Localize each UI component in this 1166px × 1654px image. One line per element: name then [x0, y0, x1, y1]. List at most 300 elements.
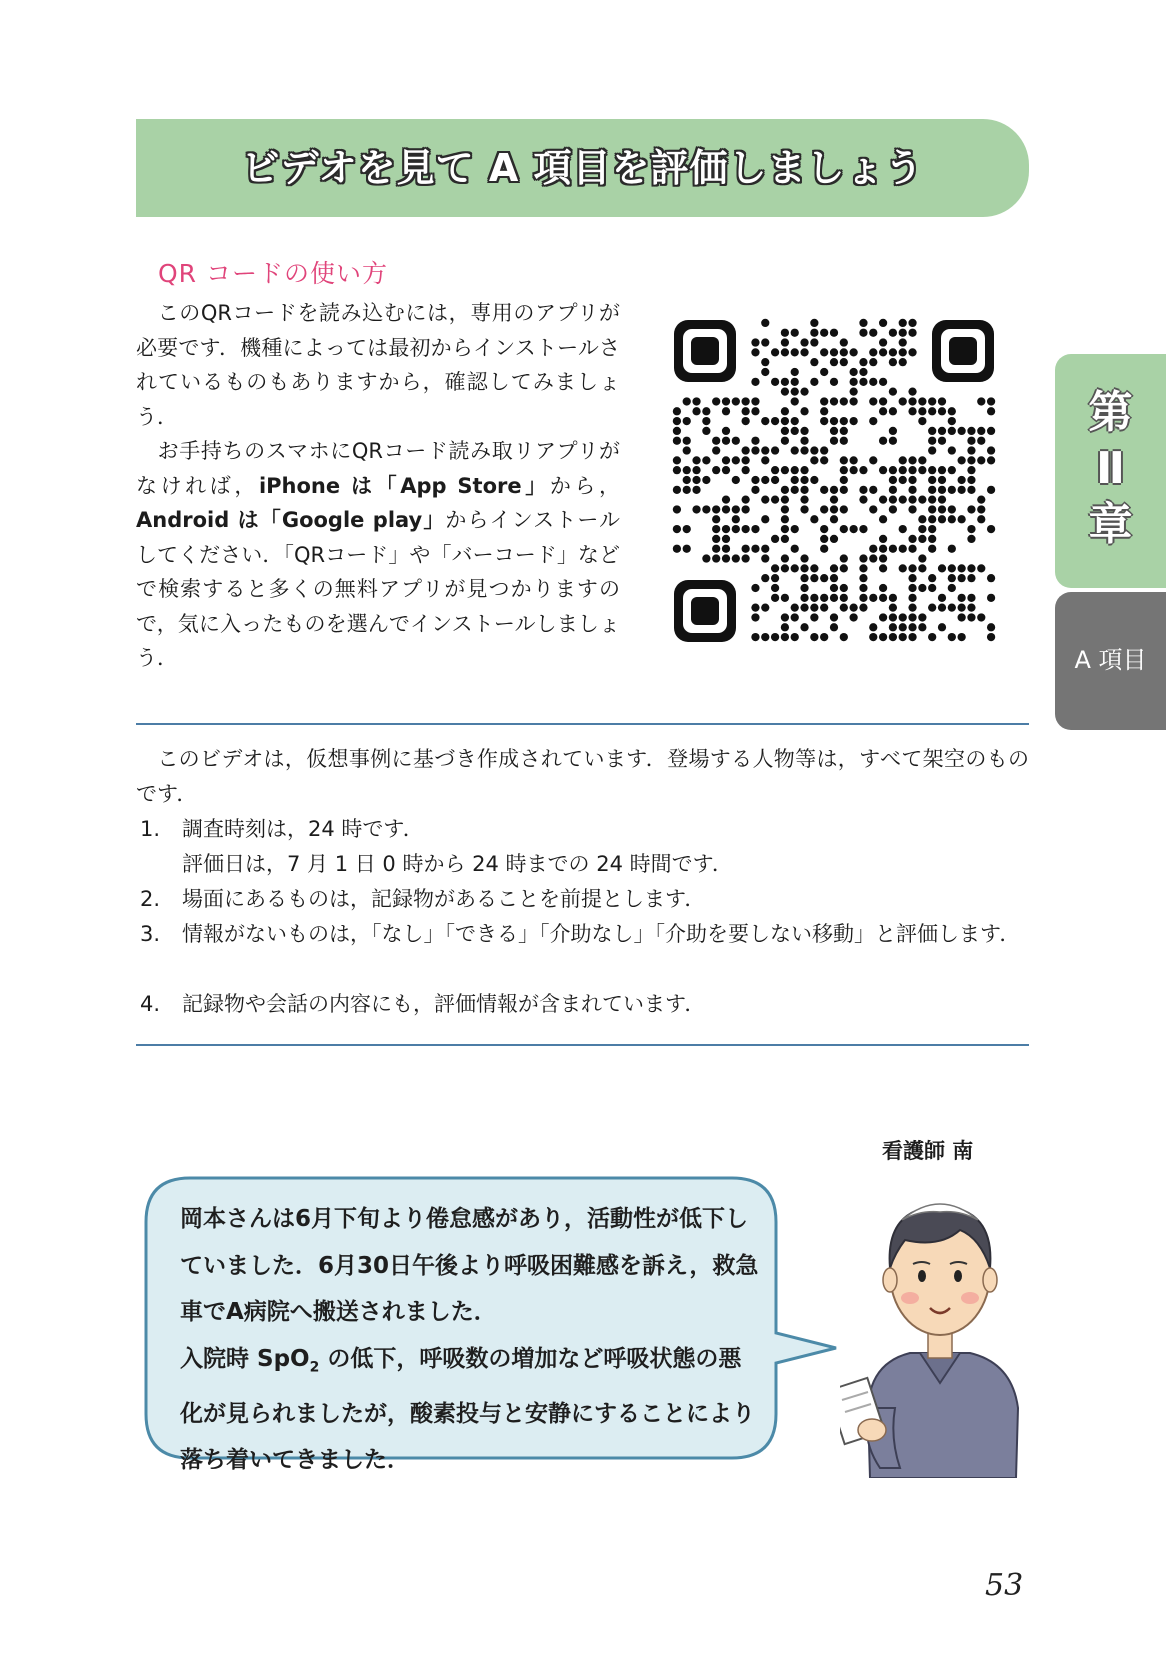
qr-module [722, 525, 730, 533]
qr-module [899, 358, 907, 366]
qr-module [781, 437, 789, 445]
qr-module [810, 574, 818, 582]
qr-module [958, 594, 966, 602]
qr-module [800, 427, 808, 435]
qr-module [692, 476, 700, 484]
qr-module [840, 427, 848, 435]
qr-module [948, 584, 956, 592]
qr-module [712, 397, 720, 405]
qr-module [751, 525, 759, 533]
qr-module [791, 417, 799, 425]
qr-module [820, 535, 828, 543]
qr-module [948, 427, 956, 435]
qr-module [761, 358, 769, 366]
qr-module [692, 505, 700, 513]
qr-module [683, 525, 691, 533]
qr-module [761, 633, 769, 641]
qr-module [820, 407, 828, 415]
qr-module [899, 476, 907, 484]
qr-module [899, 496, 907, 504]
qr-module [879, 348, 887, 356]
qr-module [869, 397, 877, 405]
qr-module [830, 574, 838, 582]
qr-module [958, 515, 966, 523]
nurse-illustration [840, 1168, 1040, 1478]
qr-module [791, 613, 799, 621]
qr-module [771, 535, 779, 543]
qr-module [830, 496, 838, 504]
note-number: 3. [140, 922, 161, 946]
qr-module [673, 417, 681, 425]
qr-module [820, 456, 828, 464]
qr-module [830, 437, 838, 445]
qr-heading: QR コードの使い方 [158, 259, 388, 288]
speech-subscript: 2 [309, 1359, 320, 1376]
qr-module [820, 505, 828, 513]
qr-module [820, 329, 828, 337]
qr-module [742, 496, 750, 504]
qr-module [908, 456, 916, 464]
note-text: 情報がないものは，「なし」「できる」「介助なし」「介助を要しない移動」と評価します． [182, 922, 1021, 946]
qr-module [987, 633, 995, 641]
qr-module [899, 456, 907, 464]
qr-module [859, 466, 867, 474]
qr-module [702, 554, 710, 562]
qr-module [712, 515, 720, 523]
qr-module [938, 623, 946, 631]
qr-module [899, 633, 907, 641]
qr-module [908, 466, 916, 474]
qr-module [840, 466, 848, 474]
qr-module [722, 456, 730, 464]
qr-module [879, 496, 887, 504]
qr-module [948, 633, 956, 641]
qr-module [781, 525, 789, 533]
qr-module [908, 574, 916, 582]
qr-module [751, 476, 759, 484]
qr-module [908, 397, 916, 405]
qr-module [928, 407, 936, 415]
qr-module [879, 466, 887, 474]
qr-module [879, 584, 887, 592]
qr-module [908, 329, 916, 337]
qr-module [840, 564, 848, 572]
qr-module [869, 417, 877, 425]
qr-module [742, 417, 750, 425]
notes-intro-text: このビデオは，仮想事例に基づき作成されています．登場する人物等は，すべて架空のものです． [136, 747, 1029, 806]
qr-module [938, 496, 946, 504]
qr-module [800, 623, 808, 631]
qr-module [908, 633, 916, 641]
qr-module [830, 348, 838, 356]
qr-module [958, 564, 966, 572]
qr-module [781, 613, 789, 621]
qr-module [810, 378, 818, 386]
qr-module [840, 633, 848, 641]
qr-module [908, 476, 916, 484]
qr-module [791, 388, 799, 396]
qr-module [810, 515, 818, 523]
qr-module [781, 535, 789, 543]
qr-module [918, 417, 926, 425]
qr-paragraph-1 [136, 296, 620, 434]
qr-module [830, 584, 838, 592]
qr-module [702, 456, 710, 464]
qr-module [938, 505, 946, 513]
qr-module [722, 545, 730, 553]
qr-module [761, 319, 769, 327]
qr-module [781, 486, 789, 494]
note-text-block [182, 812, 1025, 882]
qr-module [987, 594, 995, 602]
qr-module [869, 329, 877, 337]
qr-module [840, 525, 848, 533]
qr-module [840, 486, 848, 494]
qr-module [810, 564, 818, 572]
qr-module [830, 417, 838, 425]
qr-module [928, 584, 936, 592]
qr-module [683, 476, 691, 484]
qr-module [742, 525, 750, 533]
note-text: 場面にあるものは，記録物があることを前提とします． [182, 887, 706, 911]
qr-module [977, 437, 985, 445]
qr-module [948, 407, 956, 415]
qr-module [918, 456, 926, 464]
qr-module [879, 319, 887, 327]
qr-module [967, 427, 975, 435]
qr-module [771, 476, 779, 484]
qr-module [918, 584, 926, 592]
qr-module [732, 437, 740, 445]
qr-module [820, 417, 828, 425]
qr-module [899, 525, 907, 533]
qr-module [908, 486, 916, 494]
qr-module [850, 525, 858, 533]
qr-module [938, 604, 946, 612]
qr-module [908, 388, 916, 396]
qr-module [879, 397, 887, 405]
qr-module [859, 574, 867, 582]
qr-module [800, 348, 808, 356]
qr-module [751, 348, 759, 356]
qr-module [683, 417, 691, 425]
qr-module [987, 486, 995, 494]
qr-module [889, 633, 897, 641]
qr-module [967, 505, 975, 513]
qr-module [928, 505, 936, 513]
qr-module [967, 535, 975, 543]
qr-module [742, 466, 750, 474]
qr-module [879, 535, 887, 543]
qr-module [908, 545, 916, 553]
qr-module [702, 476, 710, 484]
qr-module [800, 338, 808, 346]
qr-module [928, 515, 936, 523]
qr-module [683, 466, 691, 474]
qr-module [751, 397, 759, 405]
qr-module [791, 446, 799, 454]
qr-module [751, 545, 759, 553]
qr-module [987, 574, 995, 582]
note-number: 1. [140, 817, 161, 841]
qr-module [692, 397, 700, 405]
qr-module [918, 623, 926, 631]
qr-module [879, 378, 887, 386]
qr-module [800, 594, 808, 602]
qr-module [673, 427, 681, 435]
qr-module [869, 348, 877, 356]
qr-module [830, 329, 838, 337]
qr-module [958, 456, 966, 464]
qr-module [879, 554, 887, 562]
qr-module [751, 633, 759, 641]
qr-module [742, 456, 750, 464]
qr-module [742, 446, 750, 454]
qr-module [712, 466, 720, 474]
qr-module [673, 545, 681, 553]
qr-module [958, 604, 966, 612]
qr-module [967, 564, 975, 572]
qr-module [800, 437, 808, 445]
qr-module [879, 633, 887, 641]
qr-module [918, 397, 926, 405]
qr-module [830, 505, 838, 513]
qr-module [722, 437, 730, 445]
qr-module [781, 466, 789, 474]
qr-module [732, 525, 740, 533]
qr-module [840, 594, 848, 602]
qr-module [820, 594, 828, 602]
qr-module [948, 505, 956, 513]
qr-module [761, 545, 769, 553]
qr-module [810, 604, 818, 612]
qr-module [781, 633, 789, 641]
qr-module [948, 515, 956, 523]
qr-module [761, 338, 769, 346]
qr-module [771, 417, 779, 425]
note-number: 2. [140, 887, 161, 911]
qr-module [781, 594, 789, 602]
qr-module [673, 505, 681, 513]
qr-module [938, 407, 946, 415]
speech-text [180, 1196, 760, 1484]
qr-module [977, 427, 985, 435]
qr-module [722, 466, 730, 474]
google-play-label: Android は「Google play」 [136, 508, 446, 532]
qr-module [781, 564, 789, 572]
qr-module [958, 633, 966, 641]
qr-module [810, 633, 818, 641]
qr-module [683, 437, 691, 445]
qr-paragraph-2-text-e: からインストールしてください．「QRコード」や「バーコード」などで検索すると多くの無料アプリが見つかりますので，気に入ったものを選んでインストールしましょう． [136, 508, 620, 670]
qr-module [722, 505, 730, 513]
notes-intro [136, 742, 1029, 812]
qr-module [928, 486, 936, 494]
qr-module [869, 594, 877, 602]
qr-module [938, 437, 946, 445]
qr-module [889, 496, 897, 504]
qr-module [977, 456, 985, 464]
qr-module [987, 623, 995, 631]
qr-module [889, 613, 897, 621]
qr-module [918, 407, 926, 415]
qr-module [800, 466, 808, 474]
qr-paragraph-1-text: このQRコードを読み込むには，専用のアプリが必要です．機種によっては最初からインストールされているものもありますから，確認してみましょう． [136, 301, 620, 429]
qr-module [800, 505, 808, 513]
divider-top [136, 723, 1029, 725]
qr-module [771, 584, 779, 592]
qr-module [889, 407, 897, 415]
page-title: ビデオを見て A 項目を評価しましょう [241, 146, 924, 190]
qr-module [830, 623, 838, 631]
qr-module [889, 427, 897, 435]
qr-module [958, 486, 966, 494]
qr-module [859, 594, 867, 602]
qr-module [692, 466, 700, 474]
qr-module [810, 456, 818, 464]
qr-module [928, 633, 936, 641]
qr-module [771, 594, 779, 602]
qr-module [712, 505, 720, 513]
qr-code-image[interactable] [672, 318, 996, 644]
qr-module [889, 437, 897, 445]
qr-module [791, 427, 799, 435]
qr-module [830, 378, 838, 386]
qr-module [987, 456, 995, 464]
qr-module [899, 397, 907, 405]
qr-module [791, 476, 799, 484]
qr-module [761, 604, 769, 612]
qr-module [810, 319, 818, 327]
qr-module [908, 623, 916, 631]
qr-module [722, 535, 730, 543]
qr-module [673, 407, 681, 415]
qr-module [683, 446, 691, 454]
qr-module [800, 446, 808, 454]
qr-module [967, 456, 975, 464]
qr-module [761, 574, 769, 582]
qr-module [928, 466, 936, 474]
qr-module [791, 564, 799, 572]
qr-module [889, 348, 897, 356]
qr-module [771, 564, 779, 572]
qr-module [830, 515, 838, 523]
qr-module [918, 515, 926, 523]
qr-module [702, 407, 710, 415]
qr-module [889, 604, 897, 612]
qr-module [761, 456, 769, 464]
qr-module [751, 338, 759, 346]
qr-module [948, 574, 956, 582]
qr-module [781, 505, 789, 513]
qr-module [859, 319, 867, 327]
qr-module [810, 446, 818, 454]
qr-paragraph-2-text-a: お手持ちのスマホにQRコード読み取リアプリがなければ， [136, 439, 620, 498]
qr-module [791, 466, 799, 474]
qr-module [948, 604, 956, 612]
qr-module [889, 623, 897, 631]
qr-module [879, 338, 887, 346]
qr-module [889, 505, 897, 513]
qr-module [928, 574, 936, 582]
qr-module [830, 594, 838, 602]
qr-module [948, 466, 956, 474]
qr-module [820, 525, 828, 533]
qr-module [889, 466, 897, 474]
qr-module [673, 437, 681, 445]
qr-module [840, 554, 848, 562]
qr-module [908, 564, 916, 572]
qr-module [791, 633, 799, 641]
qr-module [771, 633, 779, 641]
note-text-sub: 評価日は，7 月 1 日 0 時から 24 時までの 24 時間です． [182, 852, 733, 876]
qr-module [899, 623, 907, 631]
qr-module [830, 427, 838, 435]
qr-module [781, 417, 789, 425]
qr-module [732, 476, 740, 484]
qr-module [899, 545, 907, 553]
qr-module [800, 388, 808, 396]
qr-module [859, 604, 867, 612]
qr-module [850, 348, 858, 356]
qr-module [732, 554, 740, 562]
qr-module [859, 358, 867, 366]
qr-module [791, 329, 799, 337]
qr-module [830, 613, 838, 621]
speech-text-2a: 入院時 SpO [180, 1345, 310, 1372]
qr-module [967, 466, 975, 474]
qr-module [840, 417, 848, 425]
qr-module [732, 456, 740, 464]
qr-module [840, 505, 848, 513]
qr-module [722, 407, 730, 415]
qr-module [800, 564, 808, 572]
qr-module [967, 486, 975, 494]
qr-module [977, 515, 985, 523]
qr-module [967, 476, 975, 484]
qr-module [967, 446, 975, 454]
qr-module [791, 486, 799, 494]
qr-module [820, 368, 828, 376]
qr-module [928, 476, 936, 484]
qr-module [850, 378, 858, 386]
qr-module [918, 535, 926, 543]
qr-module [702, 505, 710, 513]
qr-module [791, 368, 799, 376]
qr-module [879, 564, 887, 572]
qr-module [820, 633, 828, 641]
qr-module [928, 604, 936, 612]
qr-module [702, 427, 710, 435]
qr-module [859, 496, 867, 504]
qr-module [732, 515, 740, 523]
qr-module [859, 564, 867, 572]
qr-module [810, 476, 818, 484]
qr-module [830, 535, 838, 543]
qr-module [918, 525, 926, 533]
qr-module [771, 496, 779, 504]
qr-module [840, 437, 848, 445]
qr-module [791, 397, 799, 405]
qr-paragraph-2 [136, 434, 620, 676]
qr-module [918, 613, 926, 621]
qr-paragraph-2-text-c: から， [549, 473, 620, 498]
qr-module [840, 358, 848, 366]
qr-module [928, 496, 936, 504]
qr-module [889, 329, 897, 337]
qr-module [781, 554, 789, 562]
qr-module [840, 476, 848, 484]
